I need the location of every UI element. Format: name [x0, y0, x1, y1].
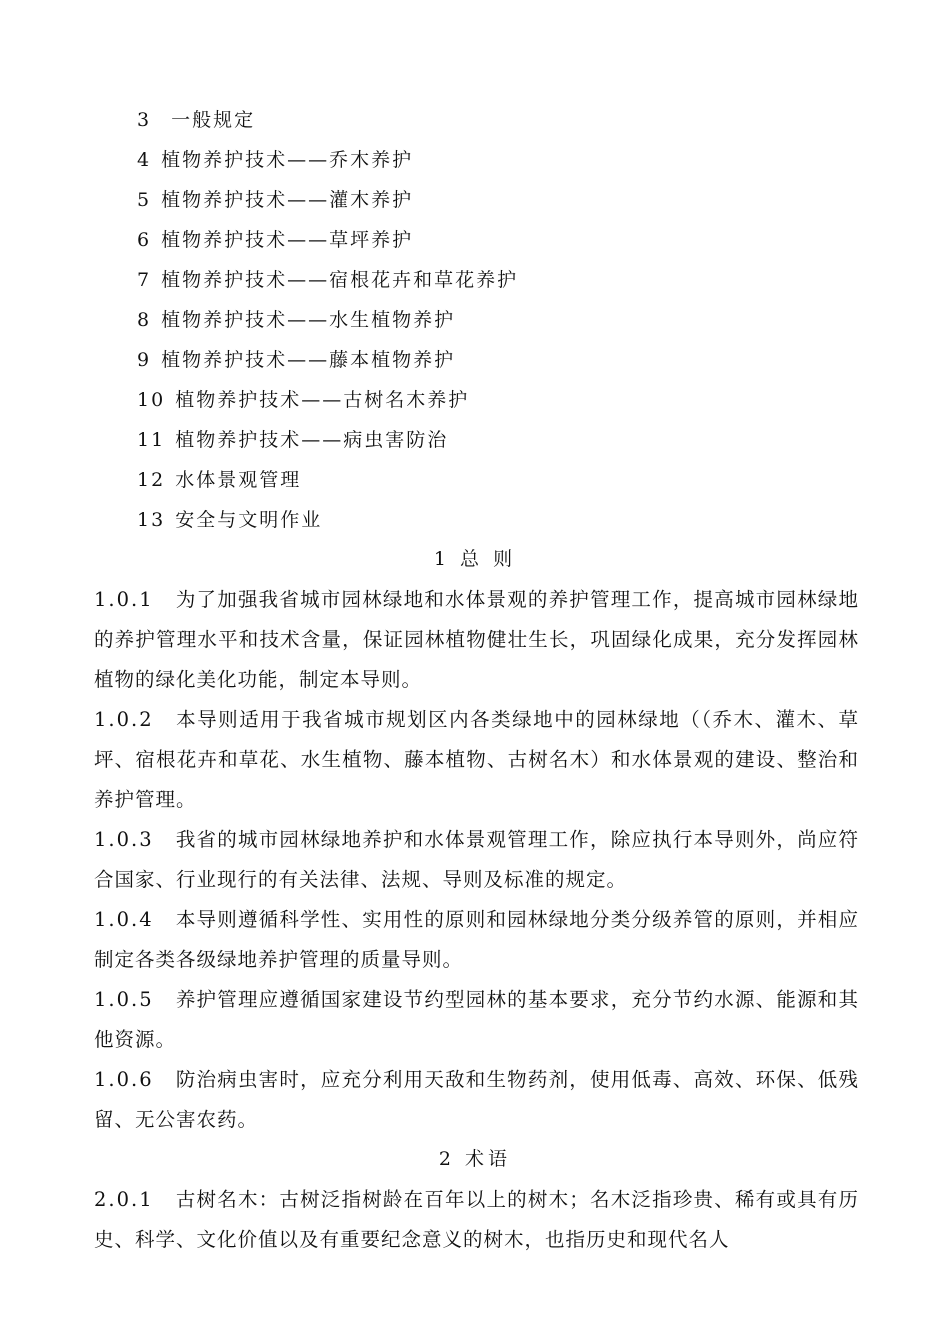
toc-item — [137, 104, 837, 144]
toc-item — [137, 384, 837, 424]
toc-item-title: 一般规定 — [171, 109, 256, 131]
clause-paragraph — [94, 1180, 859, 1260]
clause-paragraph — [94, 700, 859, 820]
clause-number: 2.0.1 — [94, 1188, 154, 1211]
clause-text: 我省的城市园林绿地养护和水体景观管理工作，除应执行本导则外，尚应符合国家、行业现行的有关法律、法规、导则及标准的规定。 — [94, 828, 859, 891]
toc-item — [137, 464, 837, 504]
toc-item-title: 植物养护技术——藤本植物养护 — [161, 349, 456, 371]
toc-item-number: 11 — [137, 429, 166, 451]
clause-text: 养护管理应遵循国家建设节约型园林的基本要求，充分节约水源、能源和其他资源。 — [94, 988, 859, 1051]
clause-text: 为了加强我省城市园林绿地和水体景观的养护管理工作，提高城市园林绿地的养护管理水平和技术含量，保证园林植物健壮生长，巩固绿化成果，充分发挥园林植物的绿化美化功能，制定本导则。 — [94, 588, 859, 691]
toc-item-number: 6 — [137, 229, 152, 251]
toc-item — [137, 224, 837, 264]
clause-paragraph — [94, 580, 859, 700]
clause-number: 1.0.6 — [94, 1068, 154, 1091]
chapter-1-body — [94, 580, 859, 1140]
toc-item-title: 植物养护技术——水生植物养护 — [161, 309, 456, 331]
toc-item — [137, 504, 837, 544]
toc-item-number: 9 — [137, 349, 152, 371]
clause-number: 1.0.5 — [94, 988, 154, 1011]
clause-text: 本导则适用于我省城市规划区内各类绿地中的园林绿地（（乔木、灌木、草坪、宿根花卉和草花、水生植物、藤本植物、古树名木）和水体景观的建设、整治和养护管理。 — [94, 708, 859, 811]
toc-item-title: 植物养护技术——乔木养护 — [161, 149, 414, 171]
clause-number: 1.0.1 — [94, 588, 154, 611]
clause-paragraph — [94, 820, 859, 900]
toc-item-title: 植物养护技术——灌木养护 — [161, 189, 414, 211]
chapter-2-body — [94, 1180, 859, 1260]
clause-text: 本导则遵循科学性、实用性的原则和园林绿地分类分级养管的原则，并相应制定各类各级绿地养护管理的质量导则。 — [94, 908, 859, 971]
toc-item-title: 水体景观管理 — [175, 469, 302, 491]
clause-number: 1.0.2 — [94, 708, 154, 731]
toc-item-number: 13 — [137, 509, 166, 531]
toc-item — [137, 144, 837, 184]
chapter-1-heading: 1 总 则 — [433, 548, 517, 570]
toc-item-title: 植物养护技术——病虫害防治 — [175, 429, 449, 451]
clause-text: 古树名木：古树泛指树龄在百年以上的树木；名木泛指珍贵、稀有或具有历史、科学、文化价值以及有重要纪念意义的树木，也指历史和现代名人 — [94, 1188, 859, 1251]
toc-item-title: 植物养护技术——草坪养护 — [161, 229, 414, 251]
chapter-2-heading: 2 术语 — [438, 1148, 512, 1170]
clause-paragraph — [94, 980, 859, 1060]
toc-item-number: 8 — [137, 309, 152, 331]
toc-item — [137, 184, 837, 224]
toc-item — [137, 264, 837, 304]
toc-item-number: 10 — [137, 389, 166, 411]
table-of-contents — [137, 104, 837, 544]
toc-item — [137, 344, 837, 384]
toc-item — [137, 424, 837, 464]
toc-item-number: 4 — [137, 149, 152, 171]
clause-text: 防治病虫害时，应充分利用天敌和生物药剂，使用低毒、高效、环保、低残留、无公害农药。 — [94, 1068, 859, 1131]
toc-item-number: 5 — [137, 189, 152, 211]
toc-item — [137, 304, 837, 344]
toc-item-number: 7 — [137, 269, 152, 291]
toc-item-number: 12 — [137, 469, 166, 491]
toc-item-title: 安全与文明作业 — [175, 509, 323, 531]
toc-item-title: 植物养护技术——古树名木养护 — [175, 389, 470, 411]
toc-item-number: 3 — [137, 109, 152, 131]
toc-item-title: 植物养护技术——宿根花卉和草花养护 — [161, 269, 519, 291]
clause-paragraph — [94, 900, 859, 980]
clause-paragraph — [94, 1060, 859, 1140]
clause-number: 1.0.4 — [94, 908, 154, 931]
clause-number: 1.0.3 — [94, 828, 154, 851]
